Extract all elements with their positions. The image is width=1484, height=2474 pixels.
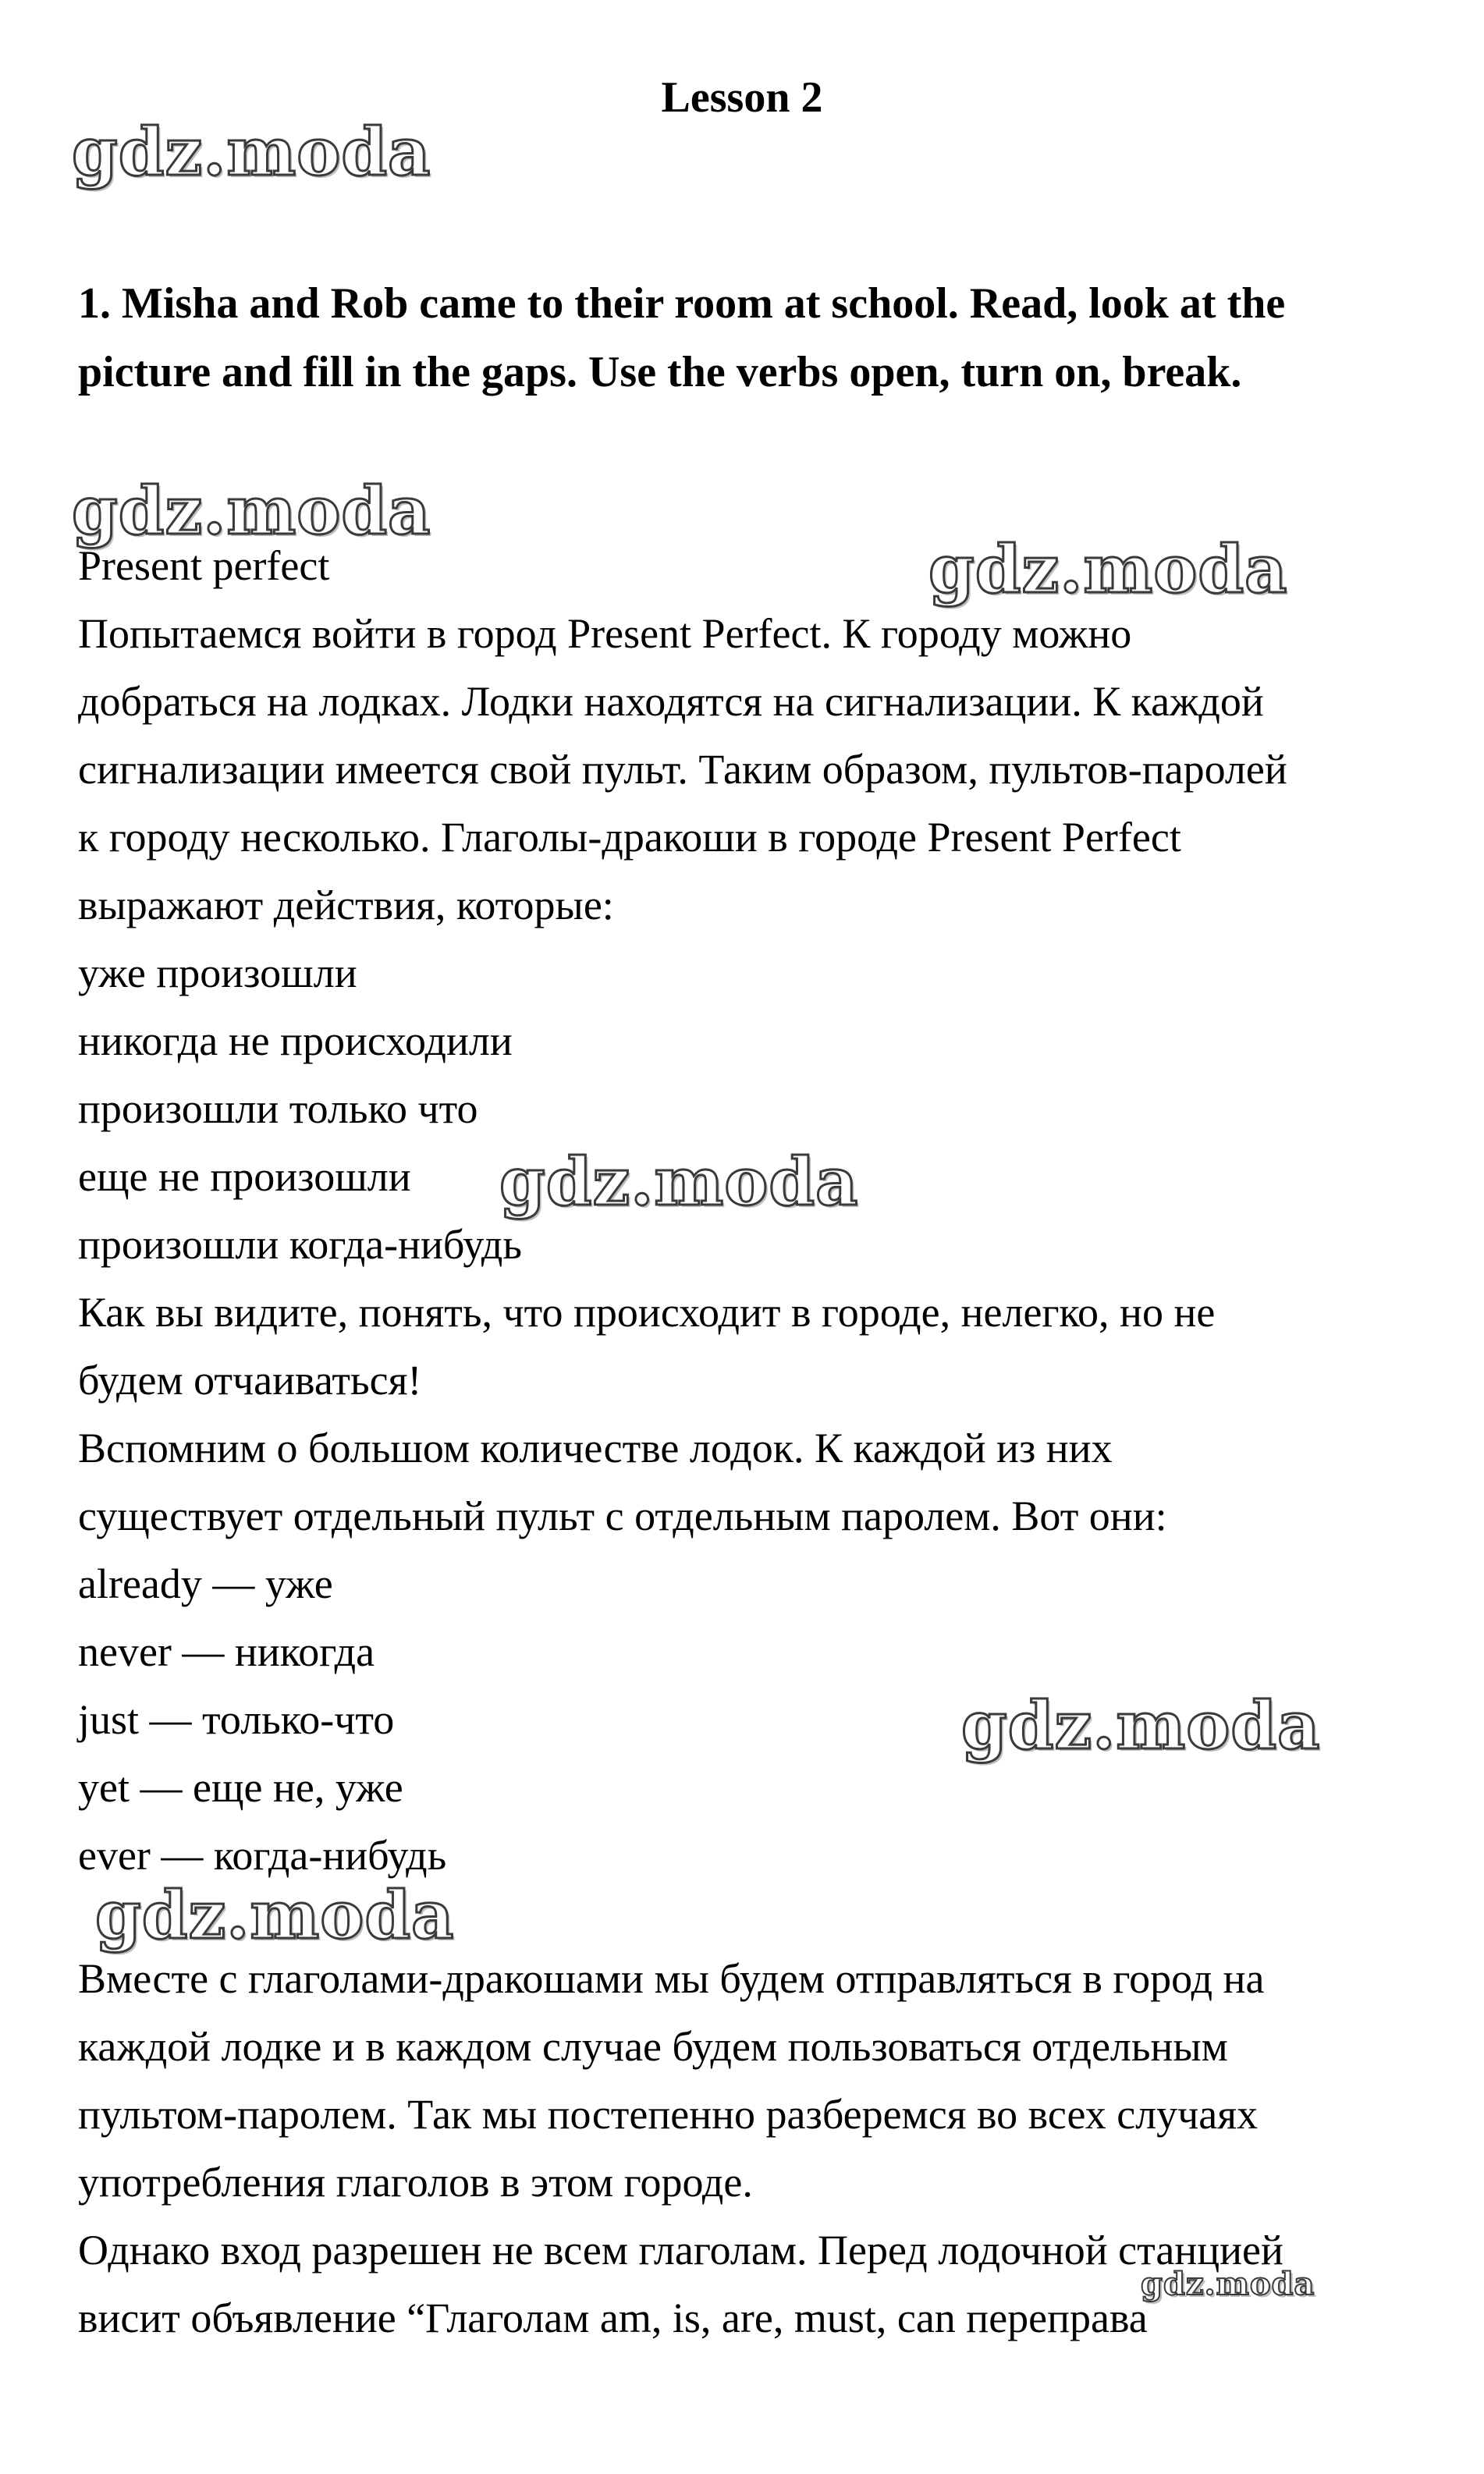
- text-line: just — только-что: [78, 1696, 395, 1743]
- watermark: gdz.moda: [72, 472, 431, 549]
- watermark: gdz.moda: [928, 531, 1288, 608]
- watermark: gdz.moda: [961, 1687, 1321, 1764]
- watermark: gdz.moda: [1141, 2266, 1315, 2302]
- text-line: Попытаемся войти в город Present Perfect. К городу можно: [78, 610, 1132, 657]
- text-line: существует отдельный пульт с отдельным паролем. Вот они:: [78, 1493, 1167, 1539]
- text-line: висит объявление “Глаголам am, is, are, must, can переправа: [78, 2295, 1148, 2341]
- text-line: Однако вход разрешен не всем глаголам. Перед лодочной станцией: [78, 2227, 1283, 2273]
- text-line: еще не произошли: [78, 1153, 411, 1200]
- text-line: ever — когда-нибудь: [78, 1832, 447, 1879]
- text-line: пультом-паролем. Так мы постепенно разберемся во всех случаях: [78, 2091, 1259, 2138]
- text-line: к городу несколько. Глаголы-дракоши в городе Present Perfect: [78, 814, 1181, 861]
- text-line: произошли только что: [78, 1085, 478, 1132]
- lesson-title: Lesson 2: [661, 73, 823, 122]
- text-line: already — уже: [78, 1560, 333, 1607]
- text-line: произошли когда-нибудь: [78, 1221, 523, 1268]
- text-line: Вспомним о большом количестве лодок. К каждой из них: [78, 1425, 1113, 1471]
- task-instruction: 1. Misha and Rob came to their room at school. Read, look at the picture and fill in the gaps. Use the verbs open, turn on, break.: [78, 279, 1286, 396]
- text-line: выражают действия, которые:: [78, 882, 614, 928]
- watermark: gdz.moda: [95, 1876, 455, 1954]
- watermark: gdz.moda: [499, 1143, 859, 1220]
- text-line: Вместе с глаголами-дракошами мы будем отправляться в город на: [78, 1955, 1265, 2002]
- text-line: каждой лодке и в каждом случае будем пользоваться отдельным: [78, 2023, 1228, 2070]
- text-line: never — никогда: [78, 1628, 375, 1675]
- text-line: уже произошли: [78, 949, 357, 996]
- text-line: будем отчаиваться!: [78, 1357, 422, 1404]
- text-line: добраться на лодках. Лодки находятся на сигнализации. К каждой: [78, 678, 1264, 725]
- text-line: никогда не происходили: [78, 1017, 513, 1064]
- watermark: gdz.moda: [72, 113, 431, 190]
- text-line: Present perfect: [78, 542, 330, 589]
- text-line: Как вы видите, понять, что происходит в городе, нелегко, но не: [78, 1289, 1216, 1336]
- text-line: сигнализации имеется свой пульт. Таким образом, пультов-паролей: [78, 746, 1287, 793]
- text-line: употребления глаголов в этом городе.: [78, 2159, 753, 2206]
- text-line: yet — еще не, уже: [78, 1764, 403, 1811]
